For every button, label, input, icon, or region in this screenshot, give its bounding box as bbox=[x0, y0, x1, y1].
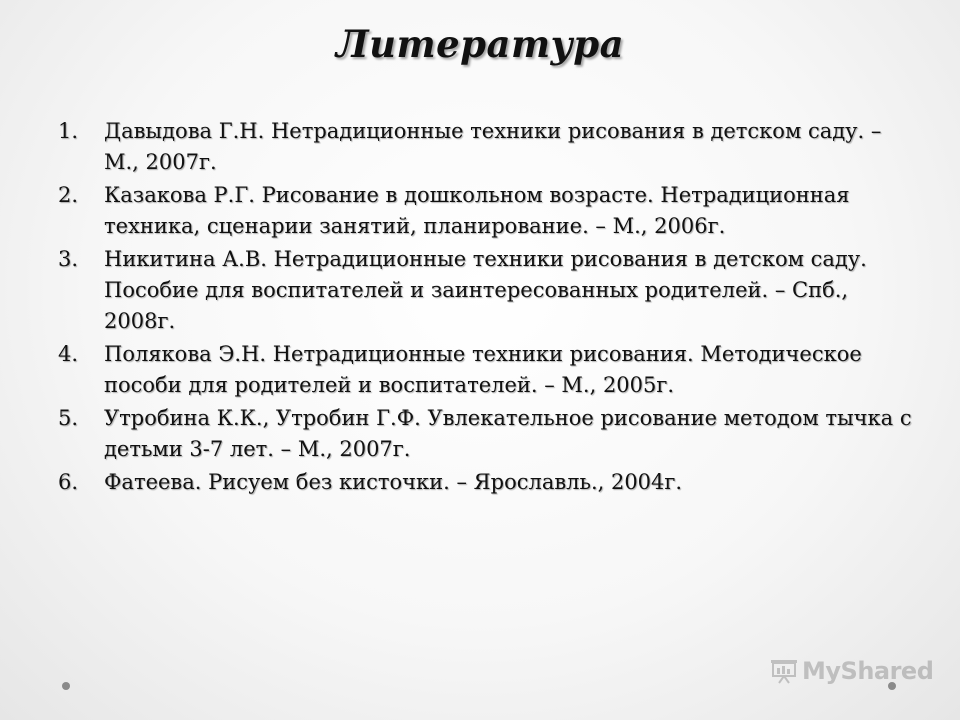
reference-number: 3. bbox=[58, 247, 79, 271]
reference-text: Полякова Э.Н. Нетрадиционные техники рисования. Методическое пособи для родителей и воспитателей. – М., 2005г. bbox=[104, 342, 862, 397]
decorative-dot-left bbox=[62, 682, 70, 690]
reference-list bbox=[58, 116, 918, 500]
reference-text: Давыдова Г.Н. Нетрадиционные техники рисования в детском саду. – М., 2007г. bbox=[104, 119, 882, 174]
reference-number: 2. bbox=[58, 183, 79, 207]
watermark-text: MyShared bbox=[802, 657, 934, 685]
reference-text: Утробина К.К., Утробин Г.Ф. Увлекательное рисование методом тычка с детьми 3-7 лет. – М., 2007г. bbox=[104, 406, 912, 461]
reference-number: 5. bbox=[58, 406, 79, 430]
presentation-board-icon bbox=[770, 658, 798, 684]
reference-item bbox=[58, 339, 918, 401]
reference-item bbox=[58, 244, 918, 337]
reference-text: Фатеева. Рисуем без кисточки. – Ярославль., 2004г. bbox=[104, 470, 683, 494]
reference-text: Никитина А.В. Нетрадиционные техники рисования в детском саду. Пособие для воспитателей и заинтересованных родителей. – Спб., 2008г. bbox=[104, 247, 867, 333]
reference-item bbox=[58, 116, 918, 178]
slide-title: Литература bbox=[335, 22, 625, 66]
reference-item bbox=[58, 403, 918, 465]
reference-number: 1. bbox=[58, 119, 79, 143]
reference-number: 4. bbox=[58, 342, 79, 366]
reference-text: Казакова Р.Г. Рисование в дошкольном возрасте. Нетрадиционная техника, сценарии занятий, планирование. – М., 2006г. bbox=[104, 183, 850, 238]
reference-item bbox=[58, 180, 918, 242]
reference-item bbox=[58, 467, 918, 498]
reference-number: 6. bbox=[58, 470, 79, 494]
watermark bbox=[770, 656, 933, 686]
